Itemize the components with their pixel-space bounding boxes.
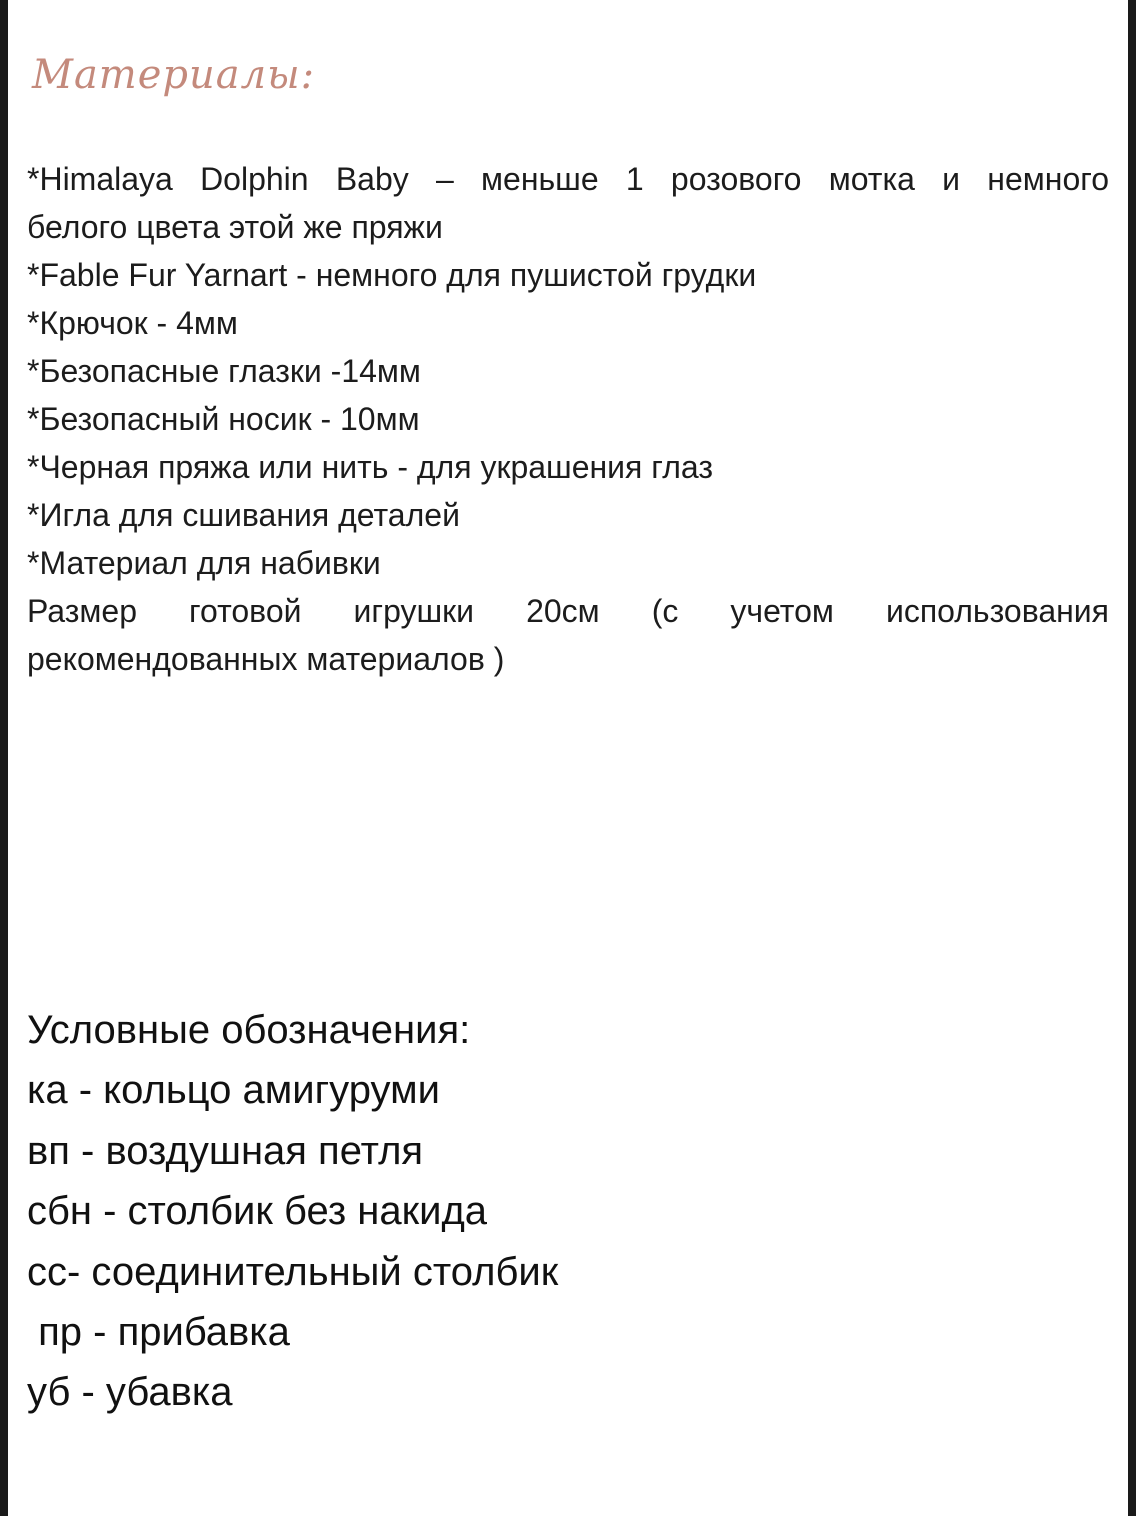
legend-item: вп - воздушная петля — [27, 1128, 424, 1173]
material-line: *Безопасные глазки -14мм — [27, 353, 421, 389]
material-line: *Fable Fur Yarnart - немного для пушистой грудки — [27, 257, 757, 293]
legend-item: сбн - столбик без накида — [27, 1189, 488, 1234]
legend-item: уб - убавка — [27, 1370, 233, 1415]
material-line: *Игла для сшивания деталей — [27, 497, 460, 533]
legend-item: пр - прибавка — [27, 1310, 290, 1355]
materials-heading: Материалы: — [32, 52, 316, 98]
material-line: белого цвета этой же пряжи — [27, 209, 443, 245]
document-page — [8, 0, 1128, 1516]
abbreviations-legend — [27, 1000, 1027, 1423]
material-line: *Материал для набивки — [27, 545, 381, 581]
materials-list — [27, 155, 1109, 683]
toy-size-line: Размер готовой игрушки 20см (с учетом использования — [27, 593, 1109, 629]
legend-item: сс- соединительный столбик — [27, 1249, 559, 1294]
material-line: *Безопасный носик - 10мм — [27, 401, 420, 437]
material-line: *Himalaya Dolphin Baby – меньше 1 розового мотка и немного — [27, 161, 1109, 197]
toy-size-line-continued: рекомендованных материалов ) — [27, 641, 505, 677]
legend-item: ка - кольцо амигуруми — [27, 1068, 440, 1113]
material-line: *Крючок - 4мм — [27, 305, 238, 341]
material-line: *Черная пряжа или нить - для украшения глаз — [27, 449, 714, 485]
legend-title: Условные обозначения: — [27, 1008, 471, 1052]
